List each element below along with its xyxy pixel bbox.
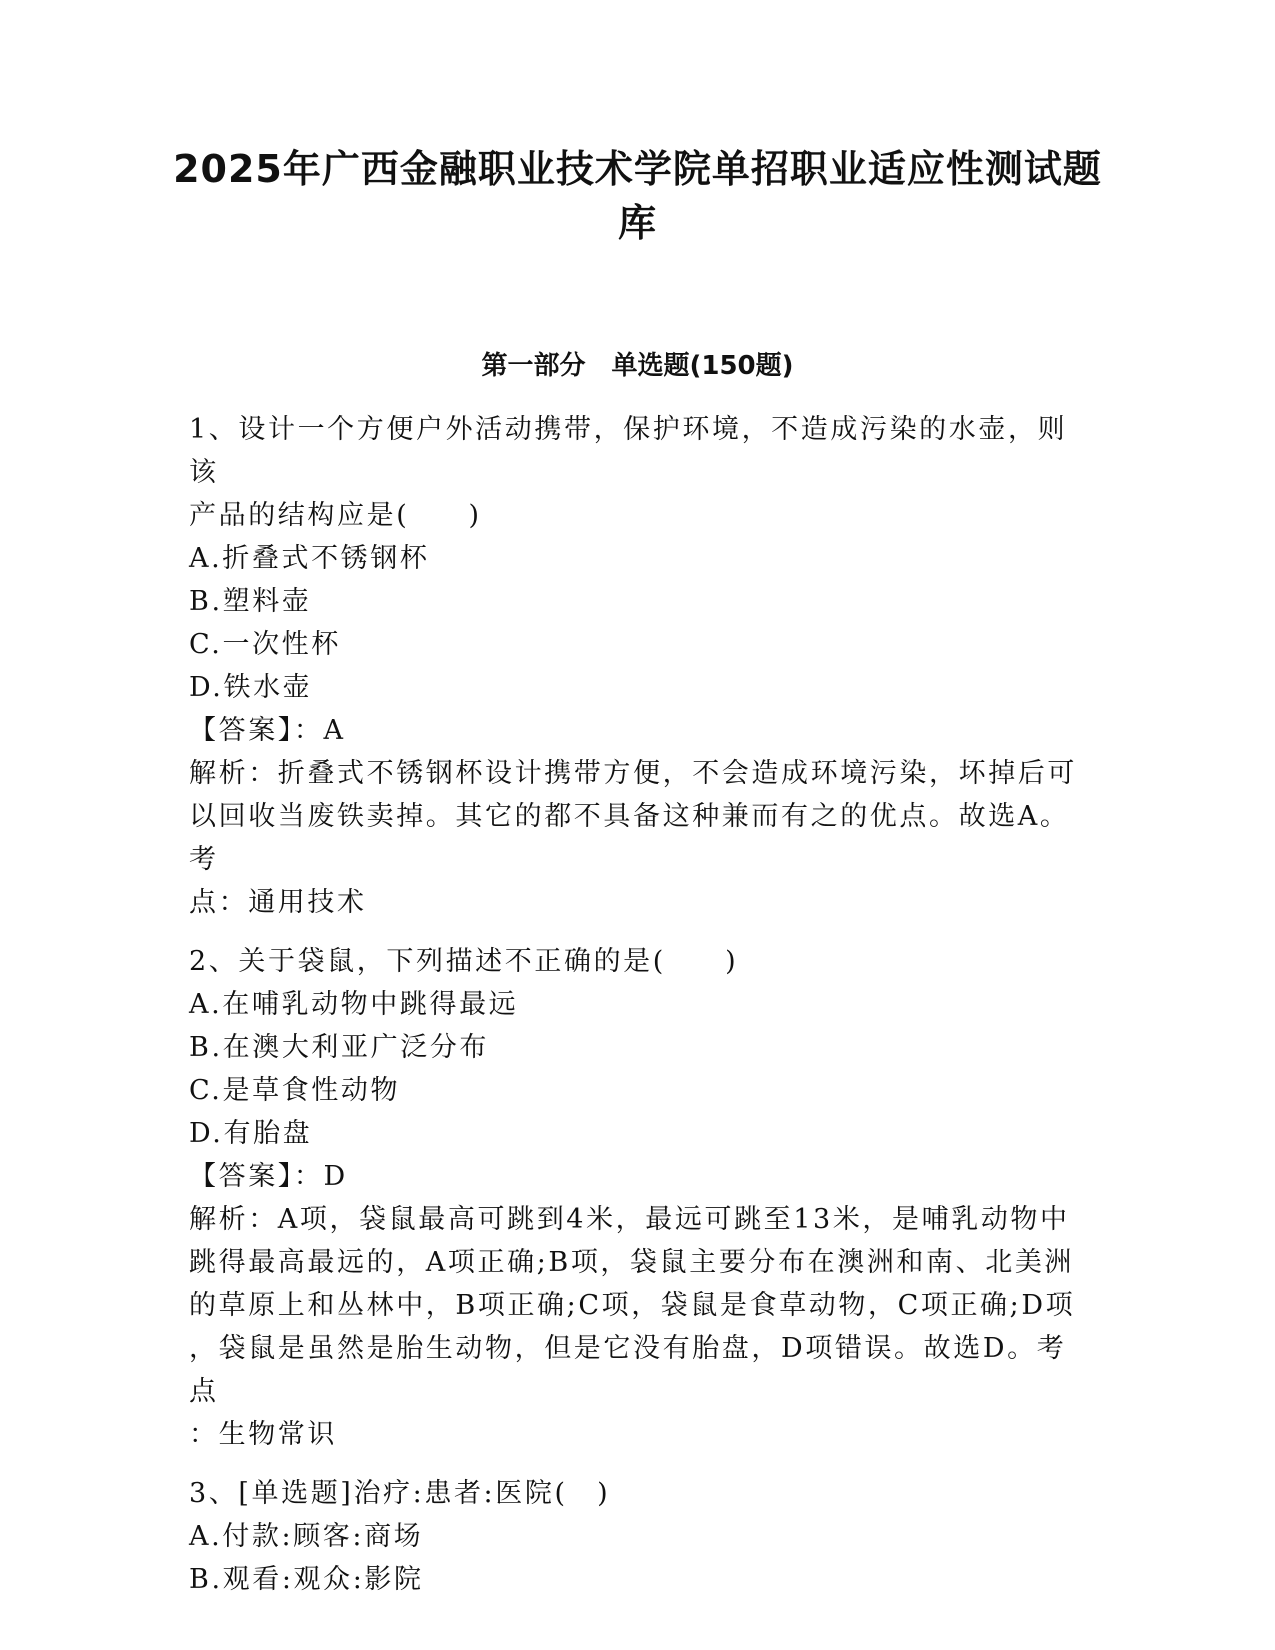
section-heading: 第一部分 单选题(150题) [481,351,794,381]
question-stem: 产品的结构应是( ) [189,500,482,531]
option-c: C.是草食性动物 [189,1075,401,1106]
option-b: B.塑料壶 [189,586,312,617]
analysis-line: 跳得最高最远的，A项正确;B项，袋鼠主要分布在澳洲和南、北美洲 [189,1247,1075,1278]
analysis-line: 解析：折叠式不锈钢杯设计携带方便，不会造成环境污染，坏掉后可 [189,758,1077,789]
option-a: A.付款:顾客:商场 [189,1521,424,1552]
question-2 [189,940,1089,1456]
answer-line: 【答案】：A [189,715,346,746]
analysis-line: ：生物常识 [189,1419,337,1450]
question-stem: 1、设计一个方便户外活动携带，保护环境，不造成污染的水壶，则该 [189,414,1068,488]
option-d: D.有胎盘 [189,1118,313,1149]
analysis-line: 点：通用技术 [189,887,367,918]
analysis-line: ，袋鼠是虽然是胎生动物，但是它没有胎盘，D项错误。故选D。考点 [189,1333,1067,1407]
analysis-line: 解析：A项，袋鼠最高可跳到4米，最远可跳至13米，是哺乳动物中 [189,1204,1070,1235]
question-stem: 2、关于袋鼠，下列描述不正确的是( ) [189,946,739,977]
question-list [189,408,1089,1617]
option-d: D.铁水壶 [189,672,313,703]
question-1 [189,408,1089,924]
option-a: A.在哺乳动物中跳得最远 [189,989,519,1020]
option-b: B.在澳大利亚广泛分布 [189,1032,490,1063]
document-title [0,142,1275,250]
option-a: A.折叠式不锈钢杯 [189,543,430,574]
question-3 [189,1472,1089,1601]
analysis-line: 以回收当废铁卖掉。其它的都不具备这种兼而有之的优点。故选A。考 [189,801,1070,875]
document-title-line-1: 2025年广西金融职业技术学院单招职业适应性测试题 [173,147,1102,191]
answer-line: 【答案】：D [189,1161,348,1192]
question-stem: 3、[单选题]治疗:患者:医院( ) [189,1478,611,1509]
document-title-line-2: 库 [617,201,657,245]
option-c: C.一次性杯 [189,629,341,660]
analysis-line: 的草原上和丛林中，B项正确;C项，袋鼠是食草动物，C项正确;D项 [189,1290,1076,1321]
option-b: B.观看:观众:影院 [189,1564,424,1595]
